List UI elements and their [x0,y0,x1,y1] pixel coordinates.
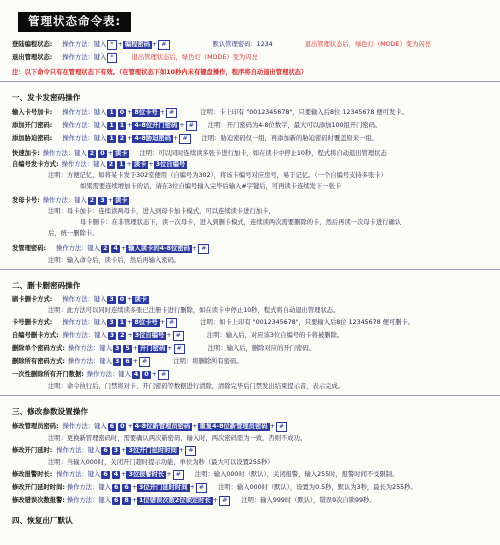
row-note: 注明：输入后，对应该3位自编号的卡将被删除。 [206,332,344,340]
row-label: 一次性删除所有开门数据: [12,371,84,379]
plus-sign: + [166,332,172,340]
key-hash: # [173,331,184,341]
key-hash: # [219,496,230,506]
key-digit: 6 [103,447,108,455]
plus-sign: + [179,121,185,129]
row-method: 操作方法：键入 [62,121,107,129]
plus-sign: + [127,319,133,326]
key-param: 3位报警时长 [128,471,165,479]
logout-note: 退出管理状态后，绿色灯（MODE）变为闪亮 [131,53,258,61]
plus-sign: + [191,245,198,253]
s1-row-6-note-3: 后，统一删除卡。 [48,230,99,238]
page-title: 管理状态命令表: [18,12,131,32]
row-label: 发母卡号: [12,196,40,204]
row-method: 操作方法：键入 [66,497,111,505]
key-digit: 4 [133,371,139,379]
login-exit-note: 退出管理状态后，绿色灯（MODE）变为闪亮 [304,40,431,48]
row-note: 注明：卡上印有 "0012345678"，只要输入后8位 12345678 便可发卡。 [200,108,408,116]
row-note: 注明：输入000时（默认），设置为0.5秒，默认为3秒，最长为255秒。 [218,484,417,492]
row-label: 自编号发卡方式: [12,160,59,168]
key-hash: # [173,470,184,480]
divider [0,81,500,82]
row-method: 操作方法：键入 [62,423,107,430]
plus-sign: + [127,108,133,116]
row-method: 操作方法：键入 [56,447,101,455]
key-digit: 5 [125,345,130,353]
s2-row-1-note: 注明：此方法可以同时连续读多张已注册卡进行删除，如在读卡中停止10秒，程式将自动退出管理状态。 [48,306,340,314]
key-digit: 1 [109,134,114,142]
plus-sign: + [159,319,166,326]
row-method: 操作方法：键入 [61,160,106,168]
plus-sign: + [107,149,113,157]
key-hash: # [276,422,287,432]
logout-method: 操作方法：键入 [62,53,107,61]
row-label: 修改开门延时: [12,447,53,455]
row-note: 注明：输入000时（默认），关闭报警，输入255时，报警时间不受限制。 [194,471,399,479]
key-hash: # [158,40,169,50]
s3-row-5 [12,496,488,506]
s2-row-6-note: 注明：命令执行后，门禁将对卡、开门密码等数据进行清除，清除完毕后门禁发出结束提示音，表示完成。 [48,383,344,391]
plus-sign: + [151,371,157,379]
row-label: 发管理密码: [12,245,47,253]
key-digit: 3 [113,447,119,455]
key-param: 读卡 [134,295,148,303]
key-hash: # [198,244,209,254]
key-digit: 0 [144,371,149,379]
key-hash: # [185,446,196,456]
row-label: 修改管理员密码: [12,423,59,430]
key-param: 重复4-8位新管理员密码 [199,423,268,430]
plus-sign: + [127,423,133,430]
row-method: 操作方法：键入 [67,345,112,353]
key-digit: 3 [109,319,114,326]
s2-row-6 [12,370,488,380]
plus-sign: + [152,40,158,48]
key-digit: 3 [114,358,120,366]
row-label: 快速加卡: [12,149,40,157]
s1-row-6-note-2: 母卡删卡：在非管理状态下，读一次母卡，进入到删卡模式，连续读两次需要删除的卡，然后再读一次母卡进行确认 [80,219,402,226]
s1-row-1 [12,108,488,118]
key-digit: 3 [109,332,115,340]
plus-sign: + [148,160,154,168]
plus-sign: + [132,345,139,353]
key-param: 开门密码 [140,345,166,353]
key-hash: # [139,357,150,367]
s2-row-3 [12,331,488,341]
s1-row-5-note-1: 注明：方便记忆，如将某卡发于302室便用（自编号为302），将该卡编号对应房号，易于记忆。（一个自编号支持多张卡） [48,171,387,179]
logout-label: 退出管理状态: [12,53,53,61]
row-method: 操作方法：键入 [62,134,107,142]
key-star: * [107,53,116,63]
key-digit: 6 [109,423,115,430]
plus-sign: + [121,447,127,455]
row-label: 刷卡删卡方式: [12,295,53,303]
row-method: 操作方法：键入 [86,371,131,379]
key-digit: 6 [124,484,129,492]
plus-sign: + [127,121,133,129]
row-label: 修改报警时长: [12,471,53,479]
key-param: 读卡 [114,196,128,204]
key-star: * [107,40,116,50]
key-digit: 2 [103,245,108,253]
key-digit: 2 [89,149,95,157]
section-2-title: 二、删卡删密码操作 [12,281,81,291]
key-digit: 6 [103,471,108,479]
key-digit: 1 [119,121,125,129]
key-param: 3位自编号 [155,160,186,168]
key-digit: 1 [119,160,124,168]
row-label: 卡号删卡方式: [12,319,53,326]
login-method: 操作方法：键入 [62,40,107,48]
plus-sign: + [131,497,138,505]
row-label: 删除所有密码方式: [12,358,65,366]
divider [0,395,500,396]
key-hash: # [166,318,177,328]
row-method: 操作方法：键入 [66,484,111,492]
key-digit: 0 [120,423,125,430]
key-param: 读卡 [133,160,147,168]
key-param: 8位卡号 [134,108,158,116]
key-digit: 4 [113,245,118,253]
s1-row-5-note-2: 如果需要连续增加卡的话，请在3位自编号输入完毕后输入#字键后，可再读卡连续发下一张卡 [80,182,342,190]
s1-row-3 [12,134,488,144]
key-digit: 0 [100,149,105,157]
s1-row-4 [12,150,488,158]
key-digit: 2 [108,160,114,168]
key-digit: 0 [119,295,125,303]
key-hash: # [174,344,185,354]
s3-row-2-note: 注明：当输入000时，关闭开门超时提示功能，单位为秒（最大可以设置255秒） [48,459,274,467]
key-digit: 3 [100,196,105,204]
s2-row-5 [12,357,488,367]
row-note: 注明：胁迫密码仅一组，再添加新的胁迫密码时覆盖原来一组。 [201,134,378,142]
plus-sign: + [159,108,166,116]
s1-row-6-note-1: 注明：母卡加卡：连续读两母卡，进入到母卡加卡模式，可以连续读卡进行加卡， [48,207,275,215]
key-hash: # [196,483,207,493]
key-param: 4-8位开门密码 [134,121,178,129]
plus-sign: + [117,40,123,48]
s1-row-7-note: 注明：输入命令后，读卡后，然后再输入密码。 [48,257,181,265]
logout-row [12,53,488,63]
row-note: 注明：输入后，删除对应的开门密码。 [207,345,315,353]
key-hash: # [186,121,197,131]
key-hash: # [179,134,190,144]
row-label: 修改开门延时时间: [12,484,65,492]
s1-row-2 [12,121,488,131]
row-method: 操作方法：键入 [67,358,112,366]
default-password: 默认管理密码：1234 [212,40,273,48]
s3-row-2 [12,446,488,456]
key-param: 3位自编号 [134,332,165,340]
divider [0,269,500,270]
s3-row-1 [12,422,488,432]
s1-row-6 [12,197,488,205]
s2-row-2 [12,318,488,328]
warning-note: 注：以下命令只有在管理状态下有效。（在管理状态下如10秒内未有键盘操作，程序将自动退出管理状态） [12,68,308,76]
plus-sign: + [189,484,195,492]
row-label: 输入卡号加卡: [12,108,53,116]
plus-sign: + [126,160,132,168]
key-digit: 3 [114,345,120,353]
key-program-password: 编程密码 [124,40,151,48]
login-label: 登陆编程状态: [12,40,53,48]
row-method: 操作方法：键入 [62,319,107,326]
plus-sign: + [192,423,198,430]
key-digit: 6 [113,484,119,492]
plus-sign: + [127,332,133,340]
plus-sign: + [166,471,172,479]
row-method: 操作方法：键入 [42,196,87,204]
s1-row-5 [12,161,488,169]
section-1-title: 一、发卡发密码操作 [12,92,81,102]
row-label: 删除单个密码方式: [12,345,65,353]
row-method: 操作方法：键入 [56,245,101,253]
key-digit: 1 [109,108,114,116]
key-digit: 1 [119,319,125,326]
key-digit: 3 [109,295,114,303]
row-note: 注明：输入999时（默认），错误9次自锁99秒。 [241,497,376,505]
row-note: 注明：开门密码为4-8位数字，最大可以添加100组开门密码。 [207,121,382,129]
row-note: 注明：将删除所有密码。 [173,358,243,366]
key-digit: 6 [113,497,119,505]
s2-row-1 [12,296,488,304]
s3-row-1-note: 注明：更换新管理密码时，需要确认两次新密码，输入时，两次密码需为一致，否则不成功。 [48,435,307,443]
plus-sign: + [132,358,139,366]
section-3-title: 三、修改参数设置操作 [12,407,88,417]
plus-sign: + [269,423,275,430]
row-method: 操作方法：键入 [62,295,107,303]
plus-sign: + [131,484,138,492]
key-param: 4-8胁迫密码 [134,134,172,142]
key-hash: # [166,108,177,118]
row-method: 操作方法：键入 [62,332,107,340]
row-method: 操作方法：键入 [62,108,107,116]
section-4-title: 四、恢复出厂默认 [12,516,73,526]
key-digit: 6 [125,358,130,366]
row-label: 自编号删卡方式: [12,332,59,340]
key-digit: 1 [109,121,114,129]
plus-sign: + [120,245,127,253]
key-digit: 8 [124,497,129,505]
plus-sign: + [107,196,113,204]
login-row [12,40,488,50]
row-note: 注明：可以同时连续读多张卡进行加卡，如在读卡中停止10秒，程式将自动退出管理状态 [139,149,387,157]
s1-row-7 [12,244,488,254]
plus-sign: + [121,471,127,479]
s2-row-4 [12,344,488,354]
plus-sign: + [127,134,133,142]
row-label: 修改错误次数报警: [12,497,65,505]
key-digit: 0 [119,108,125,116]
key-param: 读卡 [114,149,128,157]
plus-sign: + [212,497,219,505]
plus-sign: + [178,447,185,455]
key-param: 3位开门延时时间 [128,447,177,455]
row-label: 添加胁迫密码: [12,134,53,142]
plus-sign: + [167,345,173,353]
key-param: 8位卡号 [134,319,158,326]
row-method: 操作方法：键入 [42,149,87,157]
key-digit: 4 [113,471,119,479]
key-param: 1位错误次数2位锁定时长 [139,497,211,505]
plus-sign: + [173,134,179,142]
key-digit: 2 [119,134,125,142]
key-digit: 2 [120,332,125,340]
key-digit: 2 [89,196,95,204]
plus-sign: + [127,295,133,303]
key-param: 3位开门延时时间 [139,484,188,492]
key-hash: # [158,370,169,380]
row-note: 注明：如卡上印有 "0012345678"，只要输入后8位 12345678 便可删卡。 [200,319,415,326]
row-label: 添加开门密码: [12,121,53,129]
row-method: 操作方法：键入 [56,471,101,479]
s3-row-4 [12,483,488,493]
key-param: 4-8位新管理员密码 [134,423,191,430]
s3-row-3 [12,470,488,480]
key-param: 输入读卡的4-8位密码 [128,245,190,253]
